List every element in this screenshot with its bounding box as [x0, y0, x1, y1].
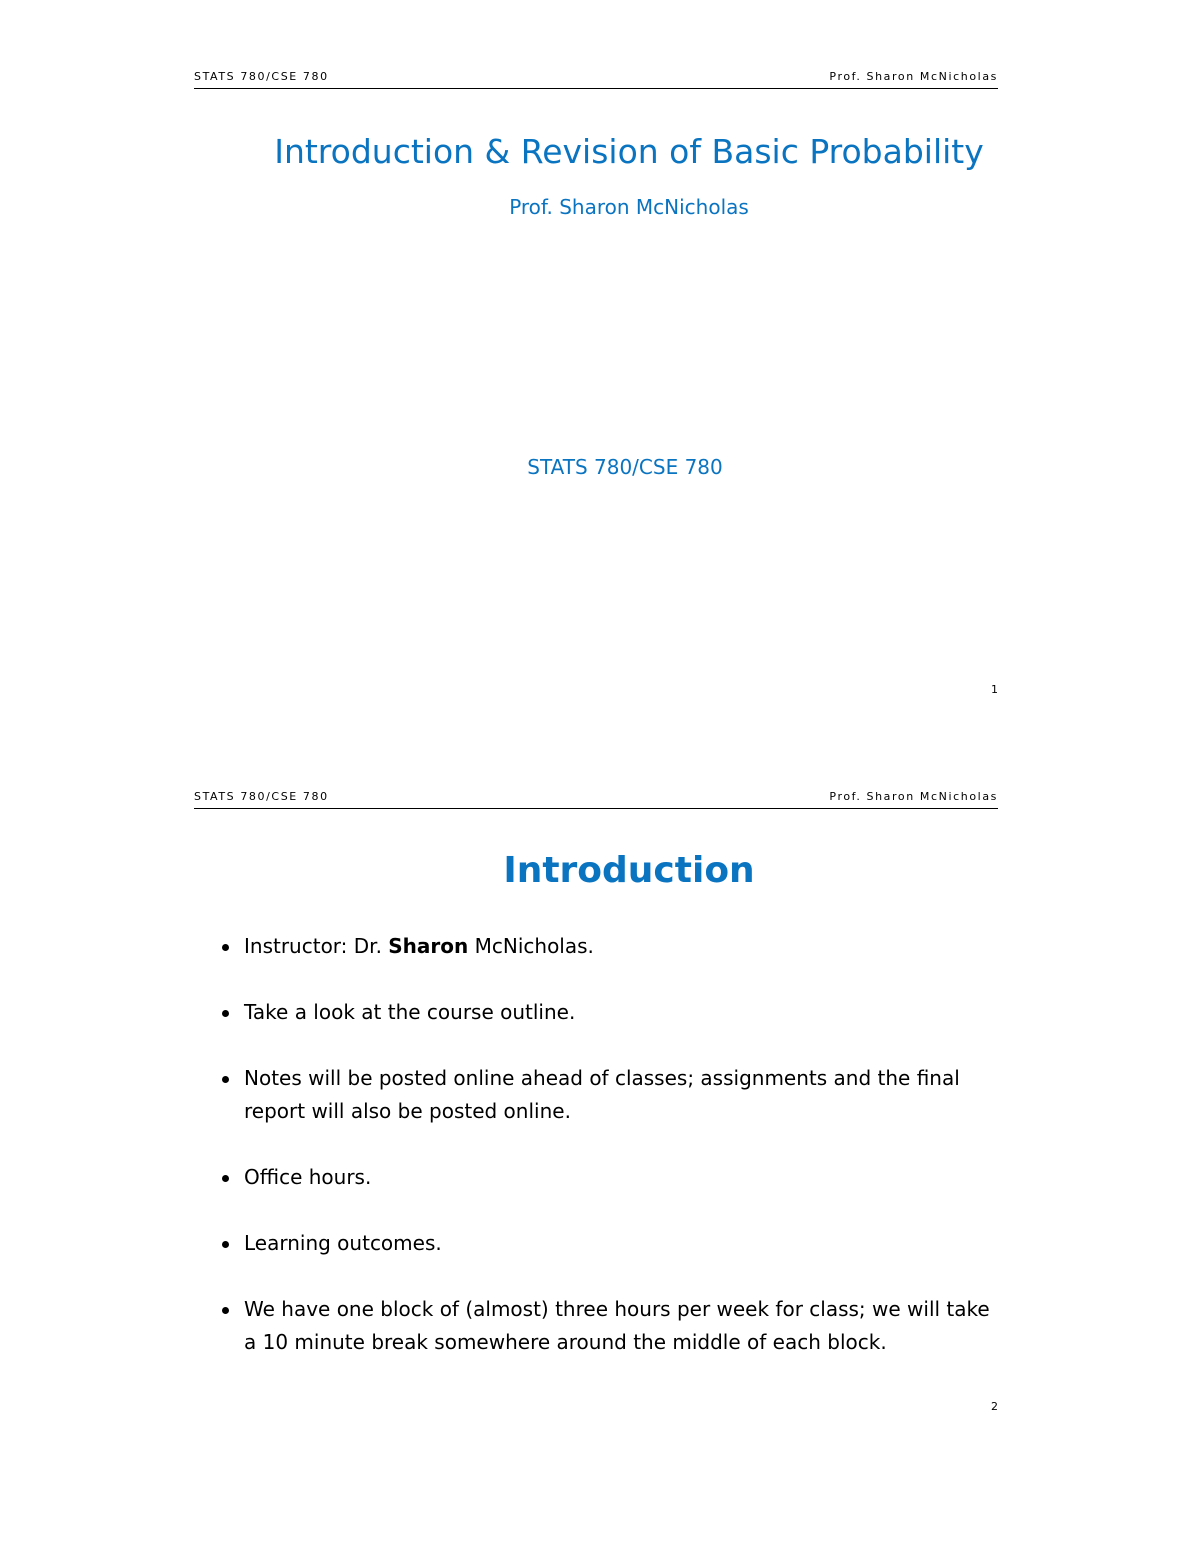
instructor-prefix: Instructor: Dr. — [244, 934, 389, 958]
bullet-icon — [222, 1307, 229, 1314]
header-course: STATS 780/CSE 780 — [194, 70, 329, 83]
list-item — [218, 1293, 1008, 1359]
section-title: Introduction — [503, 850, 755, 891]
list-item — [218, 1227, 1008, 1260]
list-item — [218, 930, 1008, 963]
slide-1 — [0, 0, 1200, 760]
instructor-suffix: McNicholas. — [468, 934, 594, 958]
bullet-icon — [222, 1010, 229, 1017]
list-item-text: Notes will be posted online ahead of classes; assignments and the final report will also be posted online. — [244, 1066, 960, 1123]
page-number: 2 — [991, 1400, 998, 1413]
slide-header — [194, 70, 998, 89]
page-number: 1 — [991, 683, 998, 696]
list-item-text: We have one block of (almost) three hours per week for class; we will take a 10 minute break somewhere around the middle of each block. — [244, 1297, 990, 1354]
slide-title: Introduction & Revision of Basic Probability — [274, 132, 984, 171]
instructor-name-bold: Sharon — [388, 934, 469, 958]
bullet-icon — [222, 944, 229, 951]
slide-2 — [0, 720, 1200, 1553]
bullet-icon — [222, 1241, 229, 1248]
list-item — [218, 1161, 1008, 1194]
bullet-list — [218, 930, 1008, 1392]
bullet-icon — [222, 1175, 229, 1182]
list-item-text: Take a look at the course outline. — [244, 1000, 576, 1024]
slide-subtitle: Prof. Sharon McNicholas — [509, 195, 749, 219]
header-author: Prof. Sharon McNicholas — [829, 70, 998, 83]
header-author: Prof. Sharon McNicholas — [829, 790, 998, 803]
list-item-text: Learning outcomes. — [244, 1231, 442, 1255]
course-label: STATS 780/CSE 780 — [527, 455, 723, 479]
header-course: STATS 780/CSE 780 — [194, 790, 329, 803]
list-item — [218, 1062, 1008, 1128]
list-item — [218, 996, 1008, 1029]
slide-header — [194, 790, 998, 809]
list-item-text: Office hours. — [244, 1165, 372, 1189]
bullet-icon — [222, 1076, 229, 1083]
